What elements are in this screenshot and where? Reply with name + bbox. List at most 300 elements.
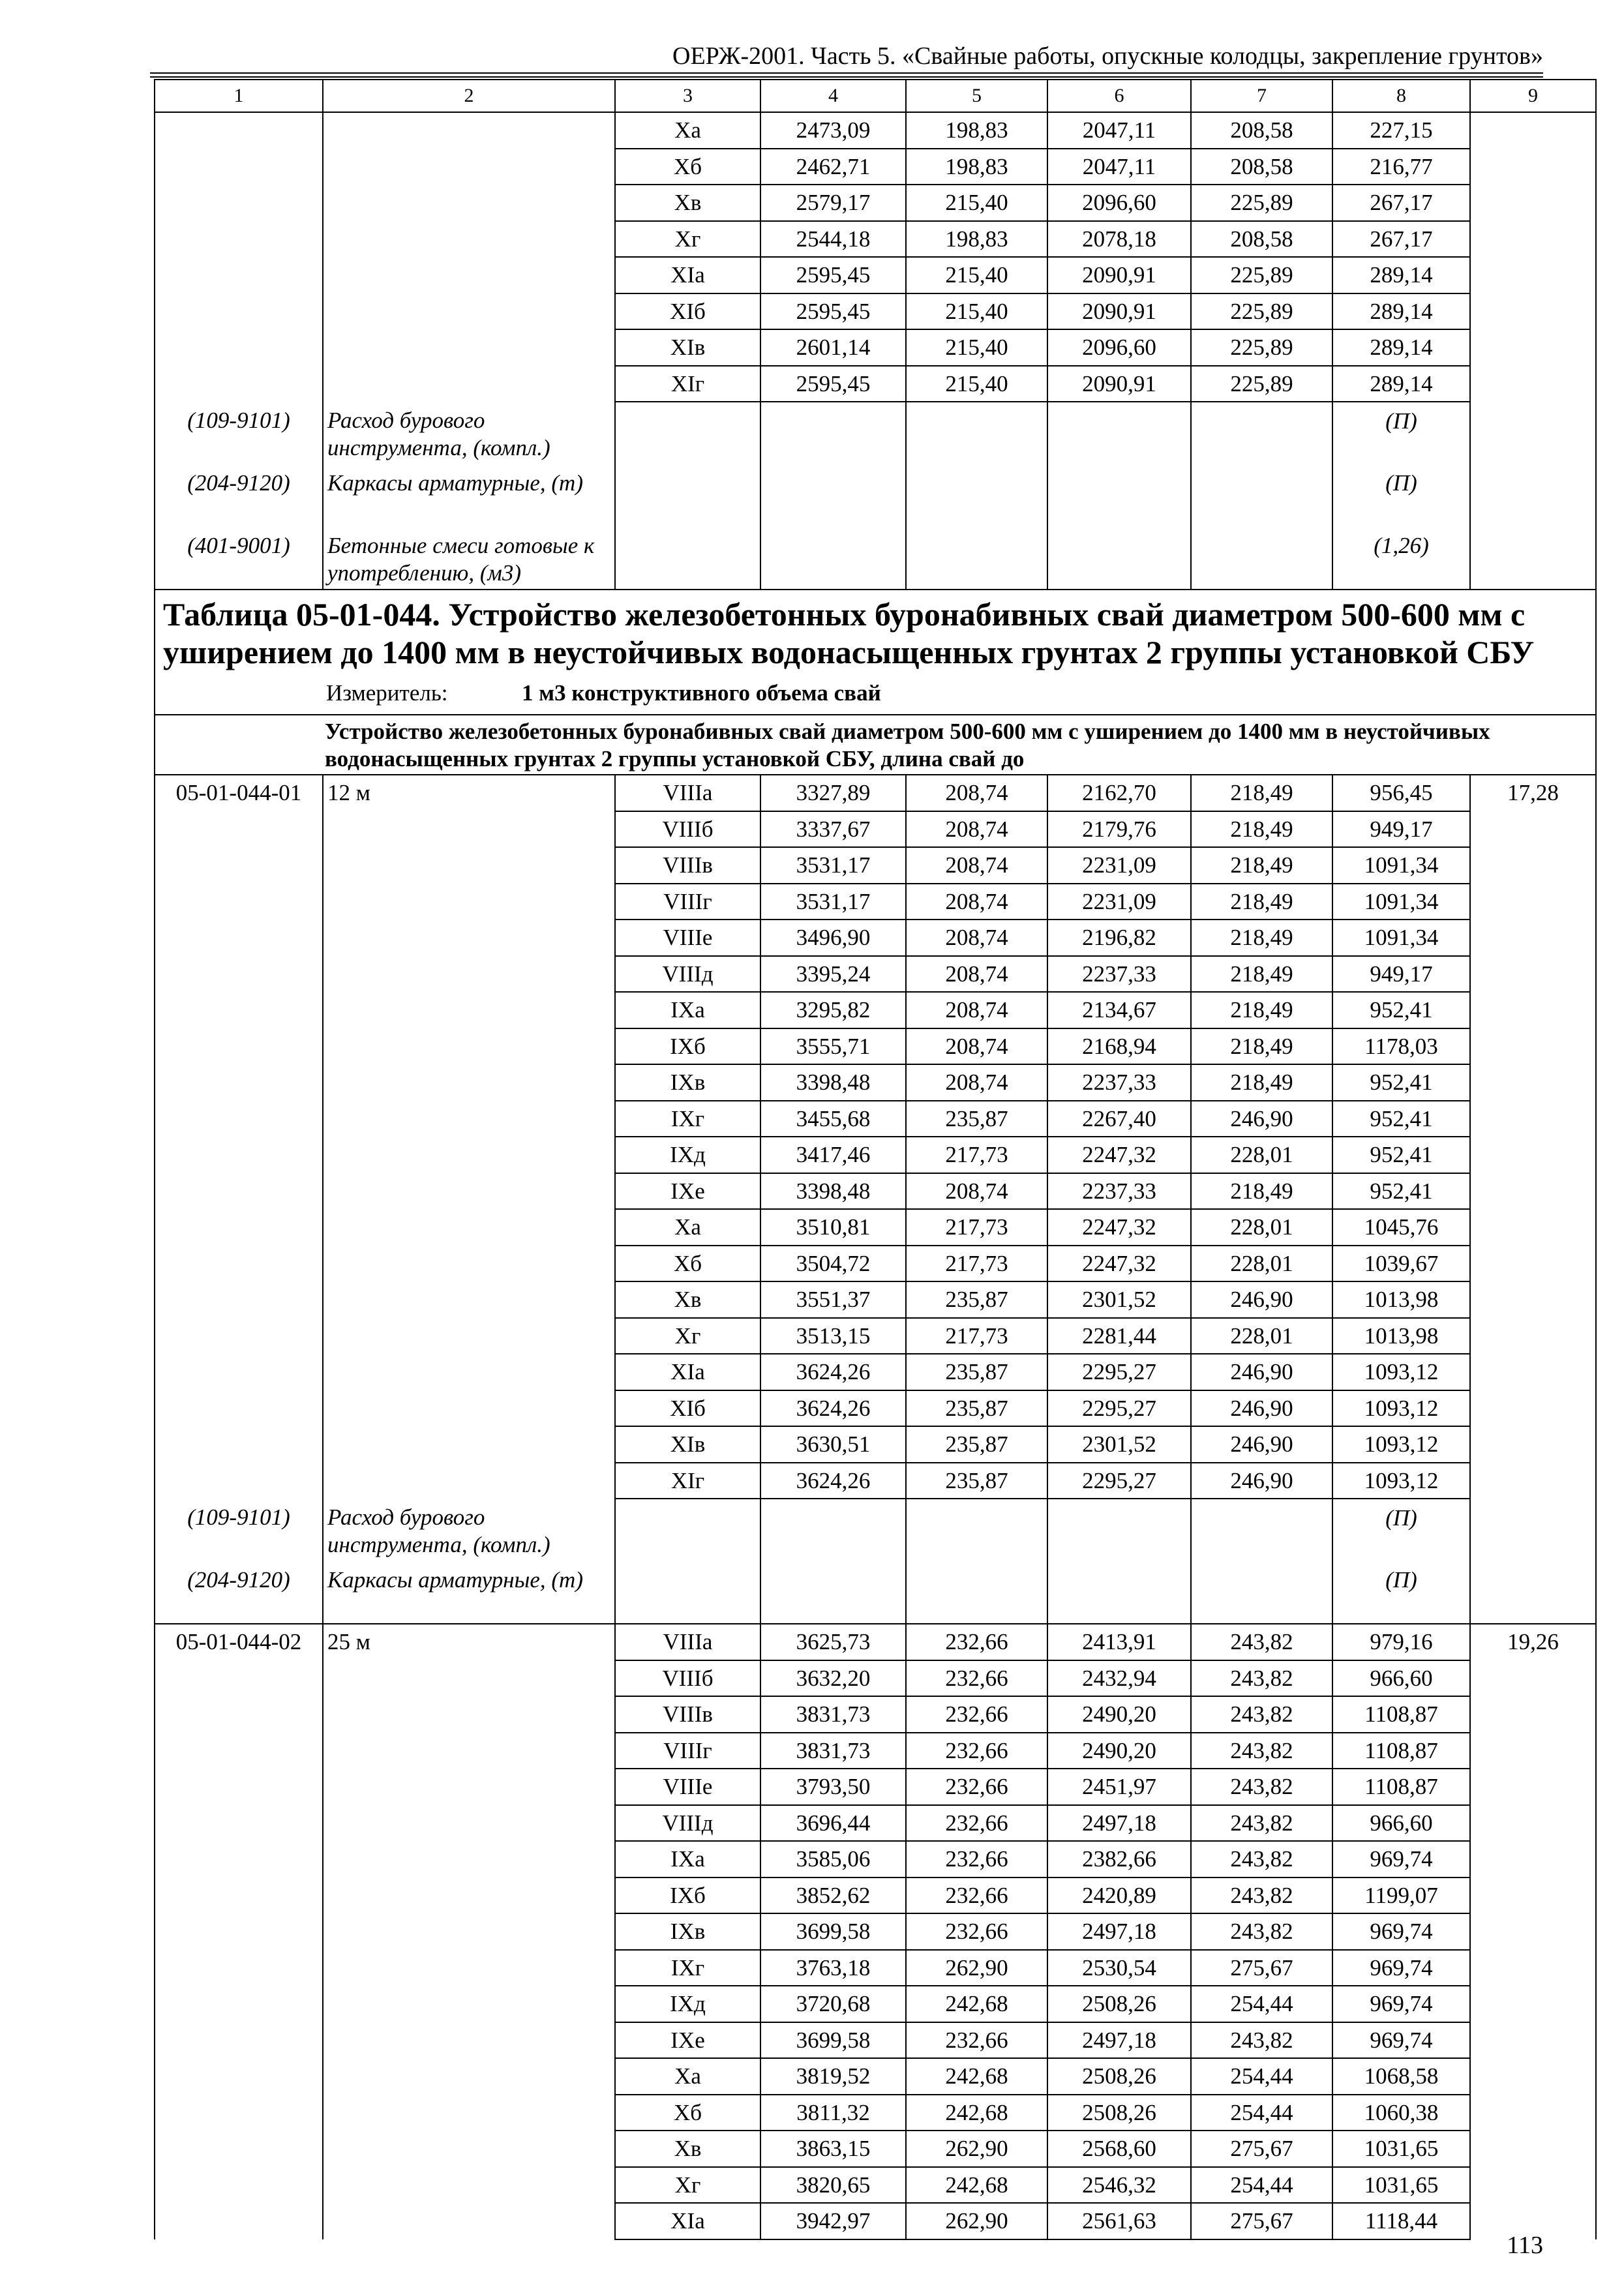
operator-wages: 275,67 [1191,2131,1332,2167]
table-cell [155,1173,323,1210]
table-title-cell [155,590,1596,715]
materials-cost: 1108,87 [1332,1733,1470,1769]
table-cell [323,329,615,366]
total-cost: 3831,73 [760,1733,906,1769]
column-number: 7 [1191,80,1332,112]
operator-wages: 218,49 [1191,847,1332,884]
region-zone: XIa [615,257,760,293]
resource-row [155,464,1596,527]
operator-wages: 218,49 [1191,1028,1332,1065]
machine-cost: 2267,40 [1047,1101,1191,1137]
column-number: 1 [155,80,323,112]
table-cell [323,1137,615,1173]
materials-cost: 1031,65 [1332,2131,1470,2167]
table-cell [155,2058,323,2095]
table-cell [155,293,323,330]
region-zone: IXг [615,1950,760,1986]
table-cell [155,366,323,402]
total-cost: 3699,58 [760,1913,906,1950]
measure-line [163,679,1587,708]
region-zone: IXб [615,1878,760,1914]
machine-cost: 2047,11 [1047,112,1191,149]
region-zone: IXe [615,2022,760,2059]
table-cell [155,257,323,293]
column-number-row [155,80,1596,112]
wages: 208,74 [906,884,1047,920]
region-zone: VIIIб [615,1660,760,1697]
table-row [155,884,1596,920]
table-cell [760,402,906,464]
machine-cost: 2530,54 [1047,1950,1191,1986]
table-row [155,366,1596,402]
region-zone: XIв [615,1426,760,1463]
machine-cost: 2247,32 [1047,1137,1191,1173]
wages: 235,87 [906,1426,1047,1463]
resource-name: Каркасы арматурные, (т) [323,464,615,527]
table-row [155,1246,1596,1282]
wages: 262,90 [906,1950,1047,1986]
region-zone: Xг [615,221,760,258]
table-cell [155,2095,323,2131]
region-zone: VIIIб [615,811,760,848]
labor-cost: 19,26 [1470,1624,1596,1660]
operator-wages: 218,49 [1191,1173,1332,1210]
table-row [155,1137,1596,1173]
machine-cost: 2090,91 [1047,366,1191,402]
operator-wages: 246,90 [1191,1281,1332,1318]
wages: 198,83 [906,112,1047,149]
table-cell [1470,847,1596,884]
table-cell [1047,464,1191,527]
machine-cost: 2237,33 [1047,1173,1191,1210]
table-cell [155,2167,323,2204]
table-row [155,1841,1596,1878]
table-row [155,992,1596,1028]
table-description-row [155,715,1596,775]
column-number: 2 [323,80,615,112]
table-cell [323,257,615,293]
wages: 232,66 [906,1913,1047,1950]
table-cell [1470,1028,1596,1065]
table-cell [155,1390,323,1427]
wages: 217,73 [906,1209,1047,1246]
materials-cost: 267,17 [1332,185,1470,221]
materials-cost: 227,15 [1332,112,1470,149]
table-cell [155,847,323,884]
region-zone: Xa [615,1209,760,1246]
wages: 232,66 [906,1660,1047,1697]
norm-name: 25 м [323,1624,615,1660]
wages: 232,66 [906,1769,1047,1805]
operator-wages: 218,49 [1191,884,1332,920]
machine-cost: 2568,60 [1047,2131,1191,2167]
machine-cost: 2096,60 [1047,329,1191,366]
operator-wages: 243,82 [1191,1805,1332,1842]
machine-cost: 2295,27 [1047,1463,1191,1499]
total-cost: 3504,72 [760,1246,906,1282]
region-zone: XIб [615,293,760,330]
materials-cost: 969,74 [1332,2022,1470,2059]
table-cell [323,884,615,920]
table-cell [1470,1390,1596,1427]
machine-cost: 2490,20 [1047,1733,1191,1769]
machine-cost: 2231,09 [1047,884,1191,920]
materials-cost: 1031,65 [1332,2167,1470,2204]
table-cell [323,1769,615,1805]
table-cell [1470,1986,1596,2022]
table-cell [323,1173,615,1210]
table-cell [155,1660,323,1697]
total-cost: 3820,65 [760,2167,906,2204]
total-cost: 3531,17 [760,884,906,920]
table-cell [155,1064,323,1101]
table-row [155,1209,1596,1246]
table-cell [155,1101,323,1137]
wages: 232,66 [906,1624,1047,1660]
table-cell [760,527,906,590]
column-number: 5 [906,80,1047,112]
table-row [155,1624,1596,1660]
table-cell [323,221,615,258]
table-cell [615,464,760,527]
region-zone: VIIIг [615,1733,760,1769]
total-cost: 3624,26 [760,1390,906,1427]
total-cost: 2579,17 [760,185,906,221]
resource-quantity: (П) [1332,1499,1470,1561]
table-cell [323,185,615,221]
table-cell [760,1499,906,1561]
table-cell [323,1463,615,1499]
region-zone: IXд [615,1986,760,2022]
machine-cost: 2432,94 [1047,1660,1191,1697]
operator-wages: 228,01 [1191,1246,1332,1282]
table-cell [1470,1281,1596,1318]
machine-cost: 2295,27 [1047,1390,1191,1427]
table-cell [155,1878,323,1914]
machine-cost: 2382,66 [1047,1841,1191,1878]
machine-cost: 2237,33 [1047,1064,1191,1101]
operator-wages: 228,01 [1191,1209,1332,1246]
wages: 208,74 [906,1173,1047,1210]
materials-cost: 289,14 [1332,329,1470,366]
machine-cost: 2231,09 [1047,847,1191,884]
total-cost: 3852,62 [760,1878,906,1914]
table-cell [155,329,323,366]
materials-cost: 1108,87 [1332,1696,1470,1733]
machine-cost: 2247,32 [1047,1209,1191,1246]
machine-cost: 2168,94 [1047,1028,1191,1065]
operator-wages: 243,82 [1191,1878,1332,1914]
table-cell [155,1841,323,1878]
total-cost: 2544,18 [760,221,906,258]
table-row [155,329,1596,366]
operator-wages: 218,49 [1191,992,1332,1028]
table-cell [1470,920,1596,956]
table-cell [906,402,1047,464]
table-cell [1470,1913,1596,1950]
operator-wages: 254,44 [1191,2095,1332,2131]
machine-cost: 2508,26 [1047,2095,1191,2131]
table-cell [323,1281,615,1318]
operator-wages: 254,44 [1191,1986,1332,2022]
table-cell [1470,2095,1596,2131]
table-cell [155,185,323,221]
table-cell [155,112,323,149]
materials-cost: 969,74 [1332,1950,1470,1986]
operator-wages: 228,01 [1191,1318,1332,1354]
table-row [155,1426,1596,1463]
table-row [155,1354,1596,1390]
table-cell [155,1318,323,1354]
table-cell [1470,1173,1596,1210]
table-cell [155,149,323,185]
table-row [155,1318,1596,1354]
table-row [155,2095,1596,2131]
operator-wages: 225,89 [1191,329,1332,366]
operator-wages: 225,89 [1191,257,1332,293]
machine-cost: 2162,70 [1047,775,1191,811]
total-cost: 3398,48 [760,1064,906,1101]
wages: 208,74 [906,811,1047,848]
table-cell [323,2022,615,2059]
resource-name: Каркасы арматурные, (т) [323,1561,615,1624]
column-number: 8 [1332,80,1470,112]
total-cost: 3625,73 [760,1624,906,1660]
labor-cost: 17,28 [1470,775,1596,811]
table-cell [760,464,906,527]
total-cost: 3398,48 [760,1173,906,1210]
table-cell [323,1318,615,1354]
resource-code: (204-9120) [155,464,323,527]
wages: 242,68 [906,1986,1047,2022]
materials-cost: 1060,38 [1332,2095,1470,2131]
table-cell [155,1769,323,1805]
table-cell [1470,1499,1596,1561]
resource-name: Расход бурового инструмента, (компл.) [323,1499,615,1561]
wages: 217,73 [906,1246,1047,1282]
region-zone: XIг [615,1463,760,1499]
table-cell [155,1696,323,1733]
wages: 232,66 [906,1696,1047,1733]
resource-name: Расход бурового инструмента, (компл.) [323,402,615,464]
region-zone: Xг [615,2167,760,2204]
table-cell [1470,2022,1596,2059]
region-zone: IXг [615,1101,760,1137]
table-cell [323,1064,615,1101]
total-cost: 3720,68 [760,1986,906,2022]
total-cost: 3327,89 [760,775,906,811]
table-cell [323,2095,615,2131]
table-cell [1470,1354,1596,1390]
table-row [155,185,1596,221]
table-cell [1470,1660,1596,1697]
table-cell [615,527,760,590]
total-cost: 3819,52 [760,2058,906,2095]
table-cell [1470,1805,1596,1842]
table-cell [1470,2167,1596,2204]
total-cost: 3555,71 [760,1028,906,1065]
table-cell [323,992,615,1028]
total-cost: 3624,26 [760,1354,906,1390]
materials-cost: 1045,76 [1332,1209,1470,1246]
table-cell [323,1660,615,1697]
wages: 262,90 [906,2131,1047,2167]
table-cell [323,956,615,993]
materials-cost: 1118,44 [1332,2203,1470,2239]
wages: 215,40 [906,366,1047,402]
running-header: ОЕРЖ-2001. Часть 5. «Свайные работы, опускные колодцы, закрепление грунтов» [672,42,1543,70]
materials-cost: 952,41 [1332,1064,1470,1101]
machine-cost: 2281,44 [1047,1318,1191,1354]
total-cost: 3763,18 [760,1950,906,1986]
region-zone: IXв [615,1064,760,1101]
operator-wages: 275,67 [1191,1950,1332,1986]
operator-wages: 246,90 [1191,1463,1332,1499]
table-cell [1470,1064,1596,1101]
operator-wages: 208,58 [1191,149,1332,185]
table-cell [1470,1733,1596,1769]
operator-wages: 218,49 [1191,775,1332,811]
table-cell [155,1209,323,1246]
table-cell [323,1426,615,1463]
wages: 208,74 [906,775,1047,811]
table-cell [1470,1463,1596,1499]
table-cell [155,1426,323,1463]
region-zone: IXд [615,1137,760,1173]
table-row [155,1950,1596,1986]
table-row [155,2022,1596,2059]
table-cell [155,2131,323,2167]
table-cell [323,2203,615,2239]
operator-wages: 225,89 [1191,185,1332,221]
resource-code: (401-9001) [155,527,323,590]
machine-cost: 2047,11 [1047,149,1191,185]
table-cell [155,811,323,848]
table-cell [323,1696,615,1733]
table-cell [155,884,323,920]
wages: 208,74 [906,920,1047,956]
operator-wages: 246,90 [1191,1354,1332,1390]
region-zone: VIIIд [615,956,760,993]
table-cell [323,366,615,402]
materials-cost: 966,60 [1332,1660,1470,1697]
region-zone: IXв [615,1913,760,1950]
wages: 235,87 [906,1281,1047,1318]
table-cell [323,2167,615,2204]
machine-cost: 2096,60 [1047,185,1191,221]
total-cost: 3942,97 [760,2203,906,2239]
table-row [155,1986,1596,2022]
operator-wages: 243,82 [1191,1696,1332,1733]
operator-wages: 243,82 [1191,1913,1332,1950]
table-row [155,847,1596,884]
operator-wages: 243,82 [1191,1660,1332,1697]
table-row [155,1660,1596,1697]
region-zone: VIIIв [615,847,760,884]
column-number: 4 [760,80,906,112]
operator-wages: 246,90 [1191,1426,1332,1463]
materials-cost: 1091,34 [1332,884,1470,920]
machine-cost: 2295,27 [1047,1354,1191,1390]
table-cell [1470,527,1596,590]
machine-cost: 2497,18 [1047,1913,1191,1950]
total-cost: 3395,24 [760,956,906,993]
wages: 208,74 [906,1028,1047,1065]
total-cost: 3831,73 [760,1696,906,1733]
operator-wages: 218,49 [1191,811,1332,848]
table-title: Таблица 05-01-044. Устройство железобетонных буронабивных свай диаметром 500-600 мм с уширением до 1400 мм в неустойчивых водонасыщенных грунтах 2 группы установкой СБУ [163,596,1535,670]
table-cell [323,1354,615,1390]
materials-cost: 966,60 [1332,1805,1470,1842]
region-zone: Xa [615,112,760,149]
materials-cost: 952,41 [1332,1101,1470,1137]
column-number: 3 [615,80,760,112]
column-number: 9 [1470,80,1596,112]
table-row [155,112,1596,149]
operator-wages: 218,49 [1191,920,1332,956]
estimate-table [154,79,1597,2240]
operator-wages: 208,58 [1191,112,1332,149]
table-row [155,257,1596,293]
operator-wages: 243,82 [1191,2022,1332,2059]
table-cell [155,1986,323,2022]
table-cell [1470,293,1596,330]
table-row [155,2131,1596,2167]
resource-row [155,527,1596,590]
table-cell [615,1561,760,1624]
table-cell [1047,402,1191,464]
materials-cost: 1013,98 [1332,1318,1470,1354]
table-cell [1470,2058,1596,2095]
table-cell [1470,402,1596,464]
table-row [155,1733,1596,1769]
table-cell [155,2203,323,2239]
total-cost: 3455,68 [760,1101,906,1137]
total-cost: 2595,45 [760,366,906,402]
table-cell [1470,221,1596,258]
table-row [155,1696,1596,1733]
region-zone: VIIIa [615,1624,760,1660]
region-zone: Xв [615,185,760,221]
wages: 217,73 [906,1137,1047,1173]
table-cell [1470,1696,1596,1733]
region-zone: XIб [615,1390,760,1427]
norm-code: 05-01-044-01 [155,775,323,811]
table-cell [1470,1209,1596,1246]
total-cost: 3417,46 [760,1137,906,1173]
region-zone: IXa [615,992,760,1028]
table-cell [155,956,323,993]
wages: 215,40 [906,185,1047,221]
table-cell [323,2131,615,2167]
table-cell [1470,1561,1596,1624]
machine-cost: 2196,82 [1047,920,1191,956]
operator-wages: 218,49 [1191,1064,1332,1101]
region-zone: IXб [615,1028,760,1065]
region-zone: XIa [615,2203,760,2239]
materials-cost: 1091,34 [1332,920,1470,956]
materials-cost: 969,74 [1332,1841,1470,1878]
operator-wages: 225,89 [1191,293,1332,330]
operator-wages: 228,01 [1191,1137,1332,1173]
measure-label: Измеритель: [326,680,448,706]
table-cell [1470,1878,1596,1914]
table-row [155,221,1596,258]
table-cell [1470,1137,1596,1173]
table-cell [1047,1561,1191,1624]
table-cell [323,1950,615,1986]
table-cell [1470,1426,1596,1463]
